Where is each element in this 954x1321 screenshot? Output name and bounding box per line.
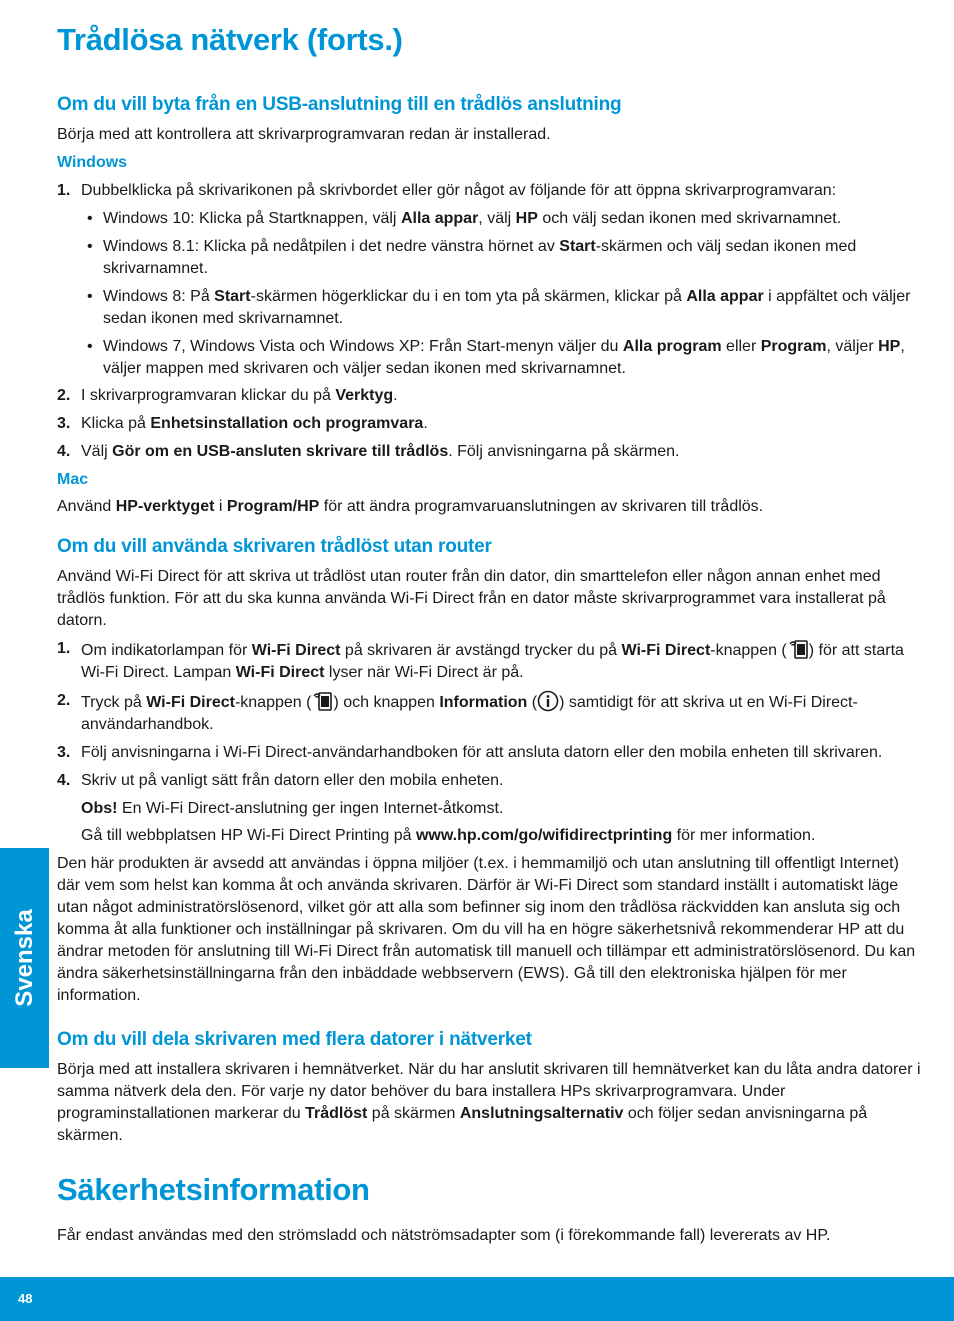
step-number: 1. bbox=[57, 182, 71, 199]
bold-text: Wi-Fi Direct bbox=[235, 664, 325, 681]
text: Skriv ut på vanligt sätt från datorn eller den mobila enheten. bbox=[81, 772, 504, 789]
bold-text: Alla appar bbox=[400, 210, 479, 227]
direct-step-2 bbox=[57, 690, 925, 736]
text: En Wi-Fi Direct-anslutning ger ingen Internet-åtkomst. bbox=[117, 800, 504, 817]
usb-step-2 bbox=[57, 385, 925, 407]
usb-intro: Börja med att kontrollera att skrivarprogramvaran redan är installerad. bbox=[57, 126, 551, 143]
website-info bbox=[57, 825, 925, 847]
bold-text: Wi-Fi Direct bbox=[251, 642, 341, 659]
usb-step-3 bbox=[57, 413, 925, 435]
page-content bbox=[57, 92, 925, 1247]
text: lyser när Wi-Fi Direct är på. bbox=[324, 664, 524, 681]
text: Följ anvisningarna i Wi-Fi Direct-användarhandboken för att ansluta datorn eller den mobila enheten till skrivaren. bbox=[81, 744, 883, 761]
text: -skärmen högerklickar du i en tom yta på skärmen, klickar på bbox=[250, 288, 687, 305]
wifi-direct-icon bbox=[311, 690, 333, 712]
text: i appfältet och väljer sedan ikonen med skrivarnamnet. bbox=[103, 288, 911, 327]
bullet-windows-7 bbox=[57, 336, 925, 380]
safety-heading: Säkerhetsinformation bbox=[57, 1172, 370, 1207]
step-number: 2. bbox=[57, 692, 71, 709]
text: Gå till webbplatsen HP Wi-Fi Direct Printing på bbox=[81, 827, 416, 844]
direct-heading: Om du vill använda skrivaren trådlöst utan router bbox=[57, 536, 492, 557]
step-number: 3. bbox=[57, 415, 71, 432]
bullet-icon: • bbox=[87, 210, 93, 227]
text: ( bbox=[527, 694, 538, 711]
step-number: 2. bbox=[57, 387, 71, 404]
bullet-windows-10 bbox=[57, 208, 925, 230]
direct-step-4 bbox=[57, 770, 925, 792]
bullet-windows-8-1 bbox=[57, 236, 925, 280]
text: -knappen ( bbox=[710, 642, 787, 659]
text: ) samtidigt för att skriva ut en Wi-Fi Direct-användarhandbok. bbox=[81, 694, 858, 733]
wifi-direct-icon bbox=[787, 638, 809, 660]
share-heading: Om du vill dela skrivaren med flera datorer i nätverket bbox=[57, 1029, 532, 1050]
safety-text: Får endast användas med den strömsladd och nätströmsadapter som (i förekommande fall) levererats av HP. bbox=[57, 1227, 831, 1244]
text: i bbox=[214, 498, 227, 515]
bold-text: Alla appar bbox=[686, 288, 764, 305]
text: och följer sedan anvisningarna på skärmen. bbox=[57, 1105, 868, 1144]
direct-step-1 bbox=[57, 638, 925, 684]
mac-label: Mac bbox=[57, 471, 89, 488]
information-icon bbox=[537, 690, 559, 712]
text: Börja med att installera skrivaren i hemnätverket. När du har anslutit skrivaren till hemnätverket kan du låta andra datorer i samma nätverk dela den. För varje ny dator behöver du bara installera HPs skrivarprogramvara. Under programinstallationen markerar du bbox=[57, 1061, 921, 1122]
bold-text: Program/HP bbox=[226, 498, 320, 515]
bold-text: Start bbox=[214, 288, 251, 305]
direct-intro: Använd Wi-Fi Direct för att skriva ut trådlöst utan router från din dator, din smarttelefon eller någon annan enhet med trådlös funktion. För att du ska kunna använda Wi-Fi Direct från en dator måste skrivarprogrammet vara installerat på datorn. bbox=[57, 568, 886, 629]
security-paragraph: Den här produkten är avsedd att användas i öppna miljöer (t.ex. i hemmamiljö och utan anslutning till offentligt Internet) där vem som helst kan komma åt och använda skrivaren. Därför är Wi-Fi Direct som standard inställt i automatiskt läge utan något administratörslösenord, vilket gör att alla som befinner sig inom den trådlösa räckvidden kan ansluta sig och komma åt alla funktioner och inställningar på skrivaren. Om du vill ha en högre säkerhetsnivå rekommenderar HP att du ändrar metoden för anslutning till Wi-Fi Direct från automatisk till manuell och tillämpar ett administratörslösenord. Du kan ändra säkerhetsinställningarna från den inbäddade webbservern (EWS). Gå till den elektroniska hjälpen för mer information. bbox=[57, 855, 916, 1004]
text: på skrivaren är avstängd trycker du på bbox=[340, 642, 622, 659]
bold-text: Verktyg bbox=[335, 387, 394, 404]
website-link[interactable]: www.hp.com/go/wifidirectprinting bbox=[415, 827, 673, 844]
text: -knappen ( bbox=[234, 694, 312, 711]
bold-text: Wi-Fi Direct bbox=[146, 694, 235, 711]
text: Använd bbox=[57, 498, 116, 515]
bullet-icon: • bbox=[87, 338, 93, 355]
bold-text: Alla program bbox=[622, 338, 722, 355]
bold-text: Gör om en USB-ansluten skrivare till trådlös bbox=[112, 443, 449, 460]
language-tab bbox=[0, 848, 49, 1068]
text: I skrivarprogramvaran klickar du på bbox=[81, 387, 336, 404]
usb-step-1 bbox=[57, 180, 925, 202]
bold-text: Enhetsinstallation och programvara bbox=[150, 415, 424, 432]
step-number: 4. bbox=[57, 772, 71, 789]
page-title: Trådlösa nätverk (forts.) bbox=[57, 22, 403, 57]
windows-label: Windows bbox=[57, 154, 128, 171]
bold-text: Obs! bbox=[81, 800, 118, 817]
text: Klicka på bbox=[81, 415, 151, 432]
text: ) för att starta Wi-Fi Direct. Lampan bbox=[81, 642, 904, 681]
text: ) och knappen bbox=[333, 694, 440, 711]
bold-text: Program bbox=[760, 338, 827, 355]
text: Tryck på bbox=[81, 694, 147, 711]
text: på skärmen bbox=[367, 1105, 460, 1122]
text: Om indikatorlampan för bbox=[81, 642, 252, 659]
bullet-icon: • bbox=[87, 288, 93, 305]
bold-text: Start bbox=[559, 238, 596, 255]
usb-step-1-text: Dubbelklicka på skrivarikonen på skrivbordet eller gör något av följande för att öppna skrivarprogramvaran: bbox=[81, 182, 837, 199]
step-number: 3. bbox=[57, 744, 71, 761]
page-number: 48 bbox=[18, 1291, 33, 1306]
text: , väljer mappen med skrivaren och väljer sedan ikonen med skrivarnamnet. bbox=[103, 338, 905, 377]
text: , väljer bbox=[826, 338, 879, 355]
step-number: 1. bbox=[57, 640, 71, 657]
bold-text: Anslutningsalternativ bbox=[459, 1105, 624, 1122]
bold-text: HP bbox=[515, 210, 538, 227]
bold-text: HP bbox=[878, 338, 901, 355]
text: för att ändra programvaruanslutningen av skrivaren till trådlös. bbox=[319, 498, 764, 515]
footer-bar bbox=[0, 1277, 954, 1321]
bullet-windows-8 bbox=[57, 286, 925, 330]
text: . bbox=[423, 415, 428, 432]
bullet-icon: • bbox=[87, 238, 93, 255]
direct-step-3 bbox=[57, 742, 925, 764]
text: , välj bbox=[478, 210, 516, 227]
text: Windows 10: Klicka på Startknappen, välj bbox=[103, 210, 401, 227]
text: -skärmen och välj sedan ikonen med skrivarnamnet. bbox=[103, 238, 857, 277]
text: Windows 7, Windows Vista och Windows XP: Från Start-menyn väljer du bbox=[103, 338, 623, 355]
mac-text bbox=[57, 496, 925, 518]
step-number: 4. bbox=[57, 443, 71, 460]
share-text bbox=[57, 1059, 925, 1147]
bold-text: Information bbox=[439, 694, 528, 711]
bold-text: Trådlöst bbox=[305, 1105, 368, 1122]
usb-heading: Om du vill byta från en USB-anslutning till en trådlös anslutning bbox=[57, 94, 622, 115]
language-label: Svenska bbox=[10, 909, 38, 1007]
bold-text: HP-verktyget bbox=[115, 498, 215, 515]
bold-text: Wi-Fi Direct bbox=[621, 642, 711, 659]
text: . bbox=[393, 387, 398, 404]
text: . Följ anvisningarna på skärmen. bbox=[448, 443, 680, 460]
text: för mer information. bbox=[672, 827, 816, 844]
text: eller bbox=[721, 338, 761, 355]
note bbox=[57, 798, 925, 820]
text: och välj sedan ikonen med skrivarnamnet. bbox=[537, 210, 842, 227]
text: Välj bbox=[81, 443, 113, 460]
text: Windows 8.1: Klicka på nedåtpilen i det nedre vänstra hörnet av bbox=[103, 238, 560, 255]
text: Windows 8: På bbox=[103, 288, 215, 305]
usb-step-4 bbox=[57, 441, 925, 463]
